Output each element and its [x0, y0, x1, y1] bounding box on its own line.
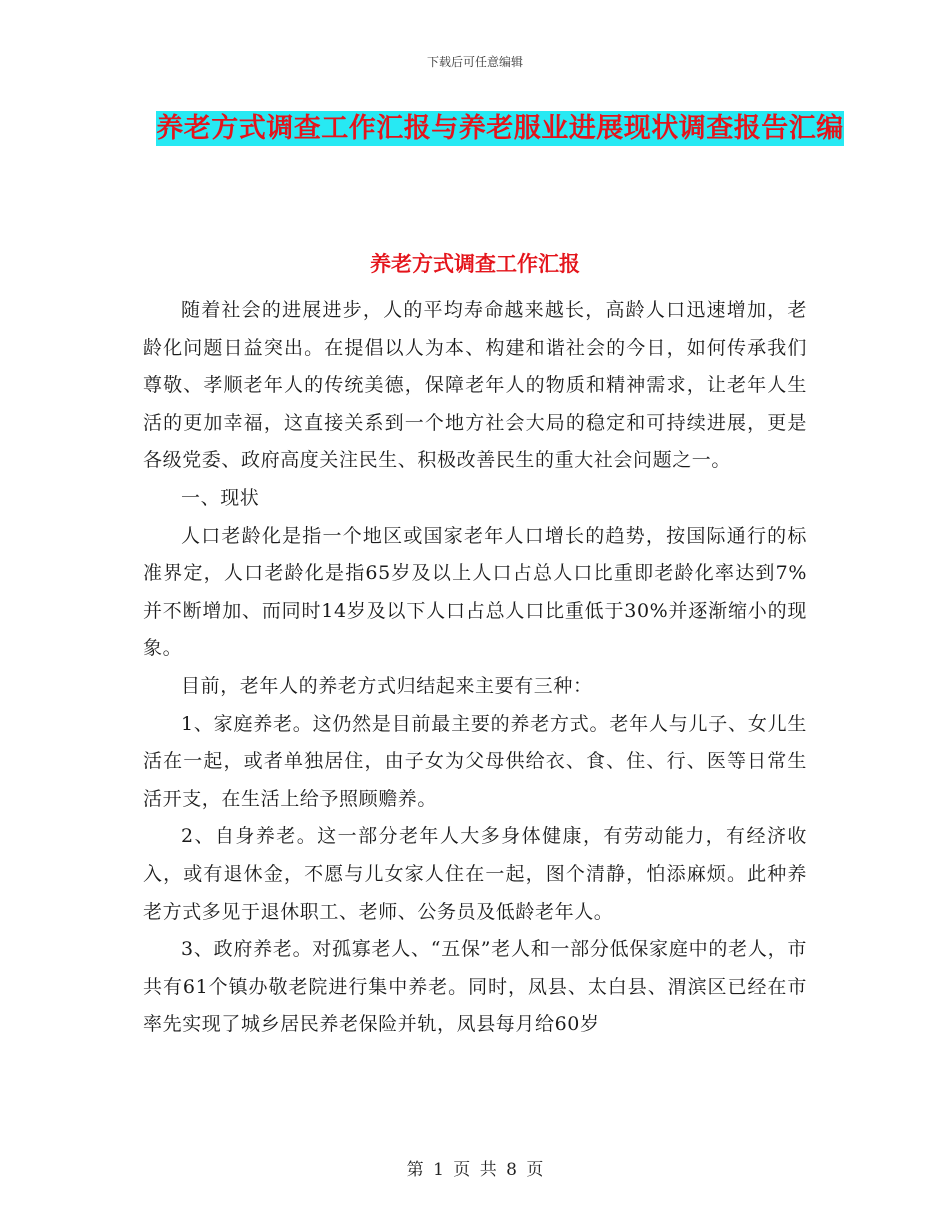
document-title-highlight: 养老方式调查工作汇报与养老服业进展现状调查报告汇编 [156, 113, 844, 144]
page-header-note: 下载后可任意编辑 [426, 55, 523, 69]
paragraph-self-care: 2、自身养老。这一部分老年人大多身体健康，有劳动能力，有经济收入，或有退休金，不愿与儿女家人住在一起，图个清静，怕添麻烦。此种养老方式多见于退休职工、老师、公务员及低龄老年人。 [143, 825, 807, 923]
paragraph-family-care: 1、家庭养老。这仍然是目前最主要的养老方式。老年人与儿子、女儿生活在一起，或者单独居住，由子女为父母供给衣、食、住、行、医等日常生活开支，在生活上给予照顾赡养。 [143, 712, 807, 810]
paragraph-government-care: 3、政府养老。对孤寡老人、“五保”老人和一部分低保家庭中的老人，市共有61个镇办敬老院进行集中养老。同时，凤县、太白县、渭滨区已经在市率先实现了城乡居民养老保险并轨，凤县每月给60岁 [143, 938, 807, 1036]
paragraph-heading-status: 一、现状 [181, 486, 260, 509]
document-title [150, 105, 850, 153]
paragraph-intro: 随着社会的进展进步，人的平均寿命越来越长，高龄人口迅速增加，老龄化问题日益突出。在提倡以人为本、构建和谐社会的今日，如何传承我们尊敬、孝顺老年人的传统美德，保障老年人的物质和精神需求，让老年人生活的更加幸福，这直接关系到一个地方社会大局的稳定和可持续进展，更是各级党委、政府高度关注民生、积极改善民生的重大社会问题之一。 [143, 299, 807, 472]
page-indicator: 第 1 页 共 8 页 [406, 1160, 544, 1180]
document-body [143, 292, 807, 1044]
paragraph-aging-definition: 人口老龄化是指一个地区或国家老年人口增长的趋势，按国际通行的标准界定，人口老龄化是指65岁及以上人口占总人口比重即老龄化率达到7%并不断增加、而同时14岁及以下人口占总人口比重低于30%并逐渐缩小的现象。 [143, 524, 807, 660]
paragraph-modes-intro: 目前，老年人的养老方式归结起来主要有三种： [181, 674, 593, 697]
section-title: 养老方式调查工作汇报 [370, 252, 580, 276]
